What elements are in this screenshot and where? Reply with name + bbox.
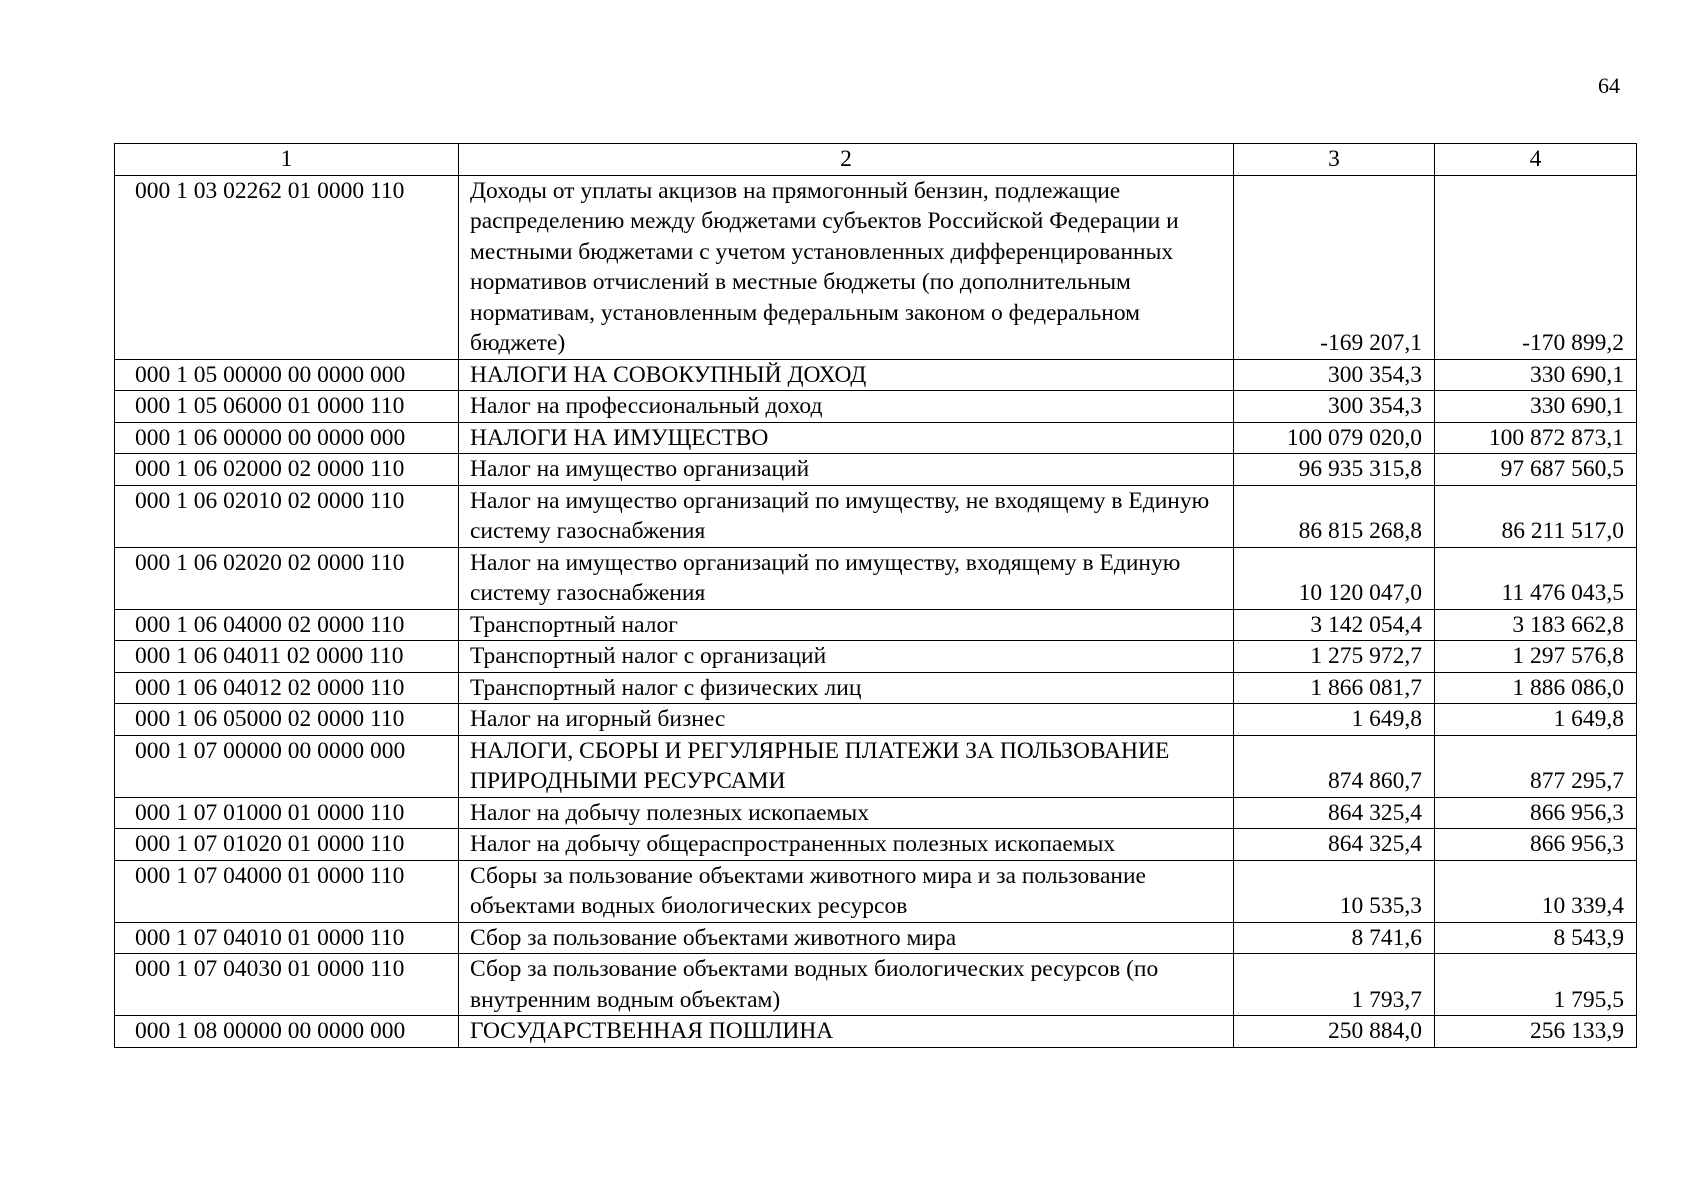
budget-code-cell: 000 1 06 02010 02 0000 110 (115, 485, 459, 547)
value-col3-cell: 1 275 972,7 (1234, 641, 1435, 673)
revenue-name-cell: Сборы за пользование объектами животного мира и за пользование объектами водных биологических ресурсов (459, 860, 1234, 922)
value-col4-cell: 11 476 043,5 (1435, 547, 1637, 609)
table-row (115, 672, 1637, 704)
value-col4-cell: 256 133,9 (1435, 1016, 1637, 1048)
budget-code-cell: 000 1 06 04000 02 0000 110 (115, 609, 459, 641)
revenue-name-cell: Налог на имущество организаций (459, 454, 1234, 486)
page-number: 64 (1598, 73, 1620, 98)
value-col4-cell: 866 956,3 (1435, 797, 1637, 829)
table-body (115, 175, 1637, 1047)
revenue-name-cell: НАЛОГИ НА СОВОКУПНЫЙ ДОХОД (459, 359, 1234, 391)
budget-code-cell: 000 1 06 04011 02 0000 110 (115, 641, 459, 673)
table-row (115, 641, 1637, 673)
value-col4-cell: 8 543,9 (1435, 922, 1637, 954)
budget-revenue-table (114, 143, 1637, 1048)
budget-code-cell: 000 1 06 00000 00 0000 000 (115, 422, 459, 454)
budget-code-cell: 000 1 07 01020 01 0000 110 (115, 829, 459, 861)
budget-code-cell: 000 1 07 00000 00 0000 000 (115, 735, 459, 797)
value-col3-cell: 3 142 054,4 (1234, 609, 1435, 641)
table-row (115, 954, 1637, 1016)
value-col3-cell: 300 354,3 (1234, 359, 1435, 391)
value-col4-cell: 1 795,5 (1435, 954, 1637, 1016)
budget-code-cell: 000 1 05 06000 01 0000 110 (115, 391, 459, 423)
budget-code-cell: 000 1 06 02020 02 0000 110 (115, 547, 459, 609)
revenue-name-cell: ГОСУДАРСТВЕННАЯ ПОШЛИНА (459, 1016, 1234, 1048)
budget-code-cell: 000 1 07 01000 01 0000 110 (115, 797, 459, 829)
table-row (115, 422, 1637, 454)
value-col3-cell: 8 741,6 (1234, 922, 1435, 954)
table-row (115, 829, 1637, 861)
value-col3-cell: 96 935 315,8 (1234, 454, 1435, 486)
table-row (115, 1016, 1637, 1048)
value-col3-cell: 1 793,7 (1234, 954, 1435, 1016)
value-col4-cell: 1 886 086,0 (1435, 672, 1637, 704)
revenue-name-cell: Налог на имущество организаций по имуществу, не входящему в Единую систему газоснабжения (459, 485, 1234, 547)
budget-code-cell: 000 1 06 02000 02 0000 110 (115, 454, 459, 486)
value-col3-cell: 1 649,8 (1234, 704, 1435, 736)
revenue-name-cell: Налог на профессиональный доход (459, 391, 1234, 423)
value-col3-cell: 10 120 047,0 (1234, 547, 1435, 609)
table-row (115, 175, 1637, 359)
value-col4-cell: 877 295,7 (1435, 735, 1637, 797)
value-col4-cell: 1 649,8 (1435, 704, 1637, 736)
budget-code-cell: 000 1 07 04030 01 0000 110 (115, 954, 459, 1016)
value-col3-cell: 300 354,3 (1234, 391, 1435, 423)
table-row (115, 860, 1637, 922)
value-col4-cell: 330 690,1 (1435, 391, 1637, 423)
value-col4-cell: 97 687 560,5 (1435, 454, 1637, 486)
budget-code-cell: 000 1 08 00000 00 0000 000 (115, 1016, 459, 1048)
budget-code-cell: 000 1 06 05000 02 0000 110 (115, 704, 459, 736)
budget-code-cell: 000 1 05 00000 00 0000 000 (115, 359, 459, 391)
revenue-name-cell: Транспортный налог с физических лиц (459, 672, 1234, 704)
value-col3-cell: 86 815 268,8 (1234, 485, 1435, 547)
value-col3-cell: 250 884,0 (1234, 1016, 1435, 1048)
value-col3-cell: 1 866 081,7 (1234, 672, 1435, 704)
budget-code-cell: 000 1 07 04010 01 0000 110 (115, 922, 459, 954)
table-row (115, 359, 1637, 391)
table-row (115, 922, 1637, 954)
table-row (115, 735, 1637, 797)
table-row (115, 485, 1637, 547)
value-col3-cell: 874 860,7 (1234, 735, 1435, 797)
value-col3-cell: 864 325,4 (1234, 797, 1435, 829)
revenue-name-cell: Сбор за пользование объектами водных биологических ресурсов (по внутренним водным объектам) (459, 954, 1234, 1016)
revenue-name-cell: Налог на добычу общераспространенных полезных ископаемых (459, 829, 1234, 861)
value-col4-cell: 866 956,3 (1435, 829, 1637, 861)
column-header-4: 4 (1435, 144, 1637, 176)
value-col3-cell: 10 535,3 (1234, 860, 1435, 922)
revenue-name-cell: Транспортный налог (459, 609, 1234, 641)
value-col4-cell: -170 899,2 (1435, 175, 1637, 359)
value-col4-cell: 3 183 662,8 (1435, 609, 1637, 641)
column-header-1: 1 (115, 144, 459, 176)
revenue-name-cell: НАЛОГИ НА ИМУЩЕСТВО (459, 422, 1234, 454)
revenue-name-cell: НАЛОГИ, СБОРЫ И РЕГУЛЯРНЫЕ ПЛАТЕЖИ ЗА ПОЛЬЗОВАНИЕ ПРИРОДНЫМИ РЕСУРСАМИ (459, 735, 1234, 797)
revenue-name-cell: Налог на имущество организаций по имуществу, входящему в Единую систему газоснабжения (459, 547, 1234, 609)
revenue-name-cell: Налог на добычу полезных ископаемых (459, 797, 1234, 829)
value-col4-cell: 100 872 873,1 (1435, 422, 1637, 454)
value-col4-cell: 330 690,1 (1435, 359, 1637, 391)
budget-code-cell: 000 1 07 04000 01 0000 110 (115, 860, 459, 922)
value-col3-cell: 864 325,4 (1234, 829, 1435, 861)
revenue-name-cell: Сбор за пользование объектами животного мира (459, 922, 1234, 954)
revenue-name-cell: Доходы от уплаты акцизов на прямогонный бензин, подлежащие распределению между бюджетами субъектов Российской Федерации и местными бюджетами с учетом установленных дифференцированных нормативов отчислений в местные бюджеты (по дополнительным нормативам, установленным федеральным законом о федеральном бюджете) (459, 175, 1234, 359)
table-header-row (115, 144, 1637, 176)
table-row (115, 391, 1637, 423)
budget-code-cell: 000 1 06 04012 02 0000 110 (115, 672, 459, 704)
value-col3-cell: -169 207,1 (1234, 175, 1435, 359)
value-col4-cell: 10 339,4 (1435, 860, 1637, 922)
column-header-2: 2 (459, 144, 1234, 176)
column-header-3: 3 (1234, 144, 1435, 176)
table-row (115, 704, 1637, 736)
table-row (115, 609, 1637, 641)
table-row (115, 454, 1637, 486)
value-col4-cell: 86 211 517,0 (1435, 485, 1637, 547)
value-col3-cell: 100 079 020,0 (1234, 422, 1435, 454)
value-col4-cell: 1 297 576,8 (1435, 641, 1637, 673)
revenue-name-cell: Транспортный налог с организаций (459, 641, 1234, 673)
revenue-name-cell: Налог на игорный бизнес (459, 704, 1234, 736)
budget-code-cell: 000 1 03 02262 01 0000 110 (115, 175, 459, 359)
table-row (115, 547, 1637, 609)
table-row (115, 797, 1637, 829)
